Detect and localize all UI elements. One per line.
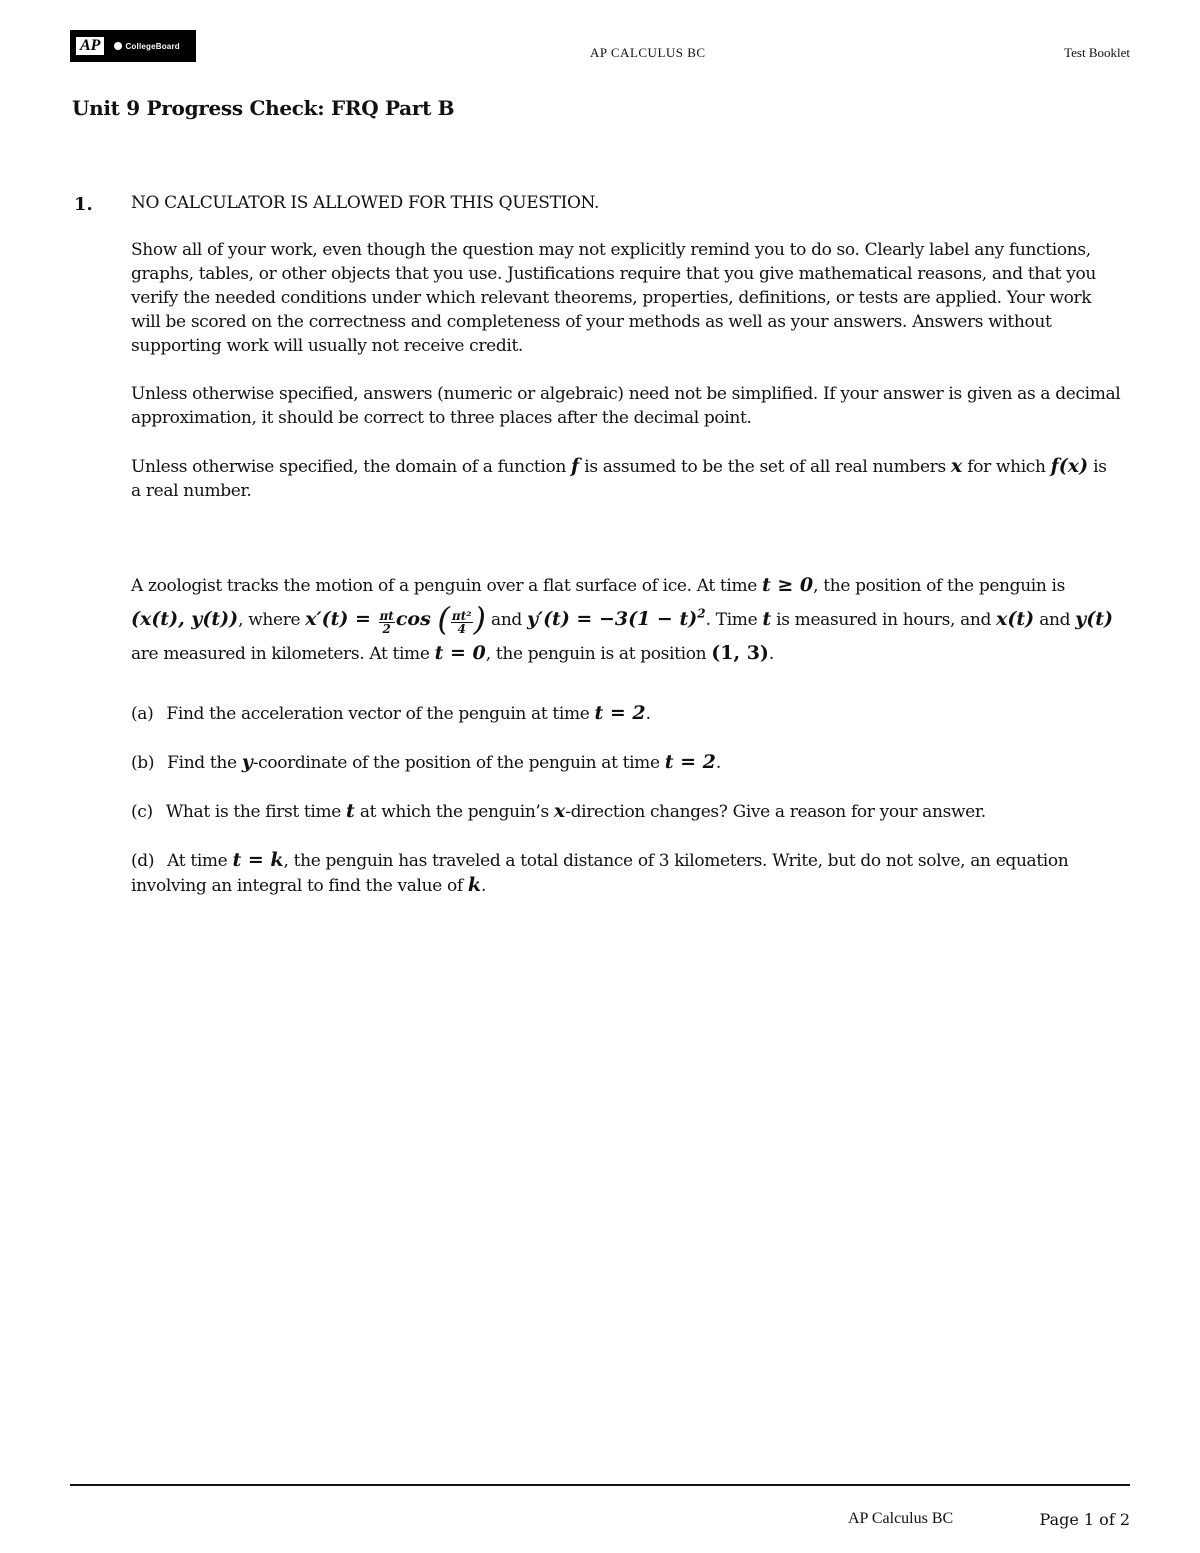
domain-text-2: is assumed to be the set of all real numbers bbox=[579, 457, 951, 477]
scenario-text-9: , the penguin is at position bbox=[485, 644, 712, 664]
ap-collegeboard-logo bbox=[70, 30, 196, 62]
instructions-domain bbox=[131, 454, 1121, 503]
part-b-label: (b) bbox=[131, 753, 155, 773]
scenario-text-7: and bbox=[1034, 610, 1076, 630]
part-c-math-2: x bbox=[553, 800, 566, 822]
part-b-text-2: -coordinate of the position of the penguin at time bbox=[252, 753, 665, 773]
math-x-prime: x′(t) = $\frac{\pi t}{2}$ cos ( $\frac{\text{πt²}}{4}$ ) bbox=[305, 600, 486, 638]
footer-page-number: Page 1 of 2 bbox=[1039, 1510, 1130, 1529]
footer-course: AP Calculus BC bbox=[848, 1510, 954, 1527]
page-header bbox=[70, 30, 1130, 64]
math-t: t bbox=[762, 608, 772, 630]
header-booklet-label: Test Booklet bbox=[1064, 45, 1130, 60]
fraction-pi-t-over-2: $\frac{\pi t}{2}$ bbox=[379, 609, 394, 636]
math-f-of-x: f(x) bbox=[1050, 455, 1089, 477]
part-b-end: . bbox=[715, 753, 721, 773]
part-d-end: . bbox=[481, 876, 487, 896]
part-c-text: What is the first time bbox=[165, 802, 347, 822]
page-title: Unit 9 Progress Check: FRQ Part B bbox=[72, 96, 455, 120]
part-c-math: t bbox=[346, 800, 355, 822]
part-d-label: (d) bbox=[131, 851, 155, 871]
math-x-of-t: x(t) bbox=[996, 608, 1035, 630]
scenario-text-10: . bbox=[768, 644, 774, 664]
question-parts bbox=[131, 701, 1121, 898]
part-d-math-2: k bbox=[467, 874, 482, 896]
scenario-text-6: is measured in hours, and bbox=[771, 610, 997, 630]
math-initial-point: (1, 3) bbox=[711, 642, 769, 664]
part-c-label: (c) bbox=[131, 802, 153, 822]
part-b-text: Find the bbox=[167, 753, 242, 773]
scenario-text-5: . Time bbox=[705, 610, 763, 630]
math-x: x bbox=[950, 455, 963, 477]
math-position: (x(t), y(t)) bbox=[131, 608, 239, 630]
collegeboard-wordmark bbox=[114, 42, 179, 51]
scenario-text-8: are measured in kilometers. At time bbox=[131, 644, 435, 664]
part-b-math-2: t = 2 bbox=[664, 751, 716, 773]
scenario-text-4: and bbox=[485, 610, 528, 630]
math-y-of-t: y(t) bbox=[1075, 608, 1113, 630]
part-a bbox=[131, 701, 1121, 726]
domain-text-3: for which bbox=[962, 457, 1051, 477]
header-course-title: AP CALCULUS BC bbox=[590, 45, 706, 60]
scenario-text-2: , the position of the penguin is bbox=[813, 576, 1065, 596]
part-a-label: (a) bbox=[131, 704, 154, 724]
calculator-warning: NO CALCULATOR IS ALLOWED FOR THIS QUESTION. bbox=[131, 193, 600, 213]
domain-text-1: Unless otherwise specified, the domain of a function bbox=[131, 457, 572, 477]
instructions-simplify: Unless otherwise specified, answers (numeric or algebraic) need not be simplified. If your answer is given as a decimal approximation, it should be correct to three places after the decimal point. bbox=[131, 384, 1121, 428]
question-number: 1. bbox=[74, 194, 93, 215]
part-d-math: t = k bbox=[232, 849, 284, 871]
ap-logo-mark: AP bbox=[76, 37, 104, 55]
footer-divider bbox=[70, 1484, 1130, 1486]
math-f: f bbox=[571, 455, 580, 477]
part-d-text-2: , the penguin has traveled a total distance of 3 kilometers. Write, but do not solve, an equation involving an integral to find the value of bbox=[131, 851, 1069, 896]
part-d bbox=[131, 848, 1121, 898]
part-c-end: -direction changes? Give a reason for your answer. bbox=[565, 802, 986, 822]
part-a-math: t = 2 bbox=[594, 702, 646, 724]
part-b-math: y bbox=[241, 751, 253, 773]
part-c-text-2: at which the penguin’s bbox=[354, 802, 554, 822]
instructions-work: Show all of your work, even though the question may not explicitly remind you to do so. Clearly label any functions, graphs, tables, or other objects that you use. Justifications require that you give mathematical reasons, and that you verify the needed conditions under which relevant theorems, properties, definitions, or tests are applied. Your work will be scored on the correctness and completeness of your methods as well as your answers. Answers without supporting work will usually not receive credit. bbox=[131, 240, 1096, 356]
math-t-geq-0: t ≥ 0 bbox=[762, 574, 814, 596]
part-a-end: . bbox=[645, 704, 651, 724]
math-y-prime: $y'(t) = -3(1 - t)^2$ bbox=[527, 606, 706, 630]
domain-text-4: is a real number. bbox=[131, 457, 1107, 501]
question-body bbox=[131, 191, 1121, 922]
math-t-eq-0: t = 0 bbox=[434, 642, 486, 664]
part-d-text: At time bbox=[167, 851, 233, 871]
part-b bbox=[131, 750, 1121, 775]
acorn-icon bbox=[114, 42, 122, 50]
scenario-text-1: A zoologist tracks the motion of a penguin over a flat surface of ice. At time bbox=[131, 576, 762, 596]
collegeboard-text: CollegeBoard bbox=[125, 41, 180, 51]
fraction-pi-t2-over-4: $\frac{\text{πt²}}{4}$ bbox=[451, 609, 472, 636]
scenario-text-3: , where bbox=[238, 610, 306, 630]
part-a-text: Find the acceleration vector of the penguin at time bbox=[166, 704, 595, 724]
part-c bbox=[131, 799, 1121, 824]
problem-scenario bbox=[131, 569, 1121, 671]
